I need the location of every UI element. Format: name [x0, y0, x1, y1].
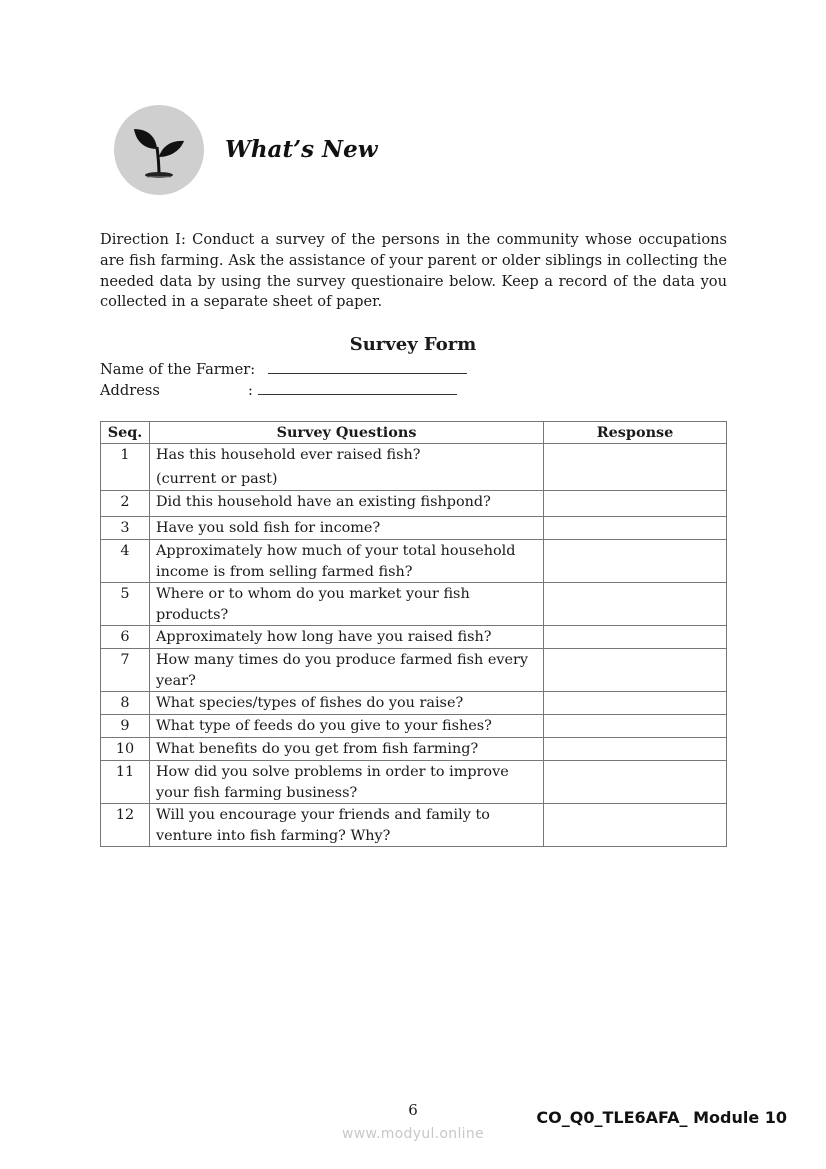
response-cell[interactable] [544, 517, 727, 540]
seq-cell: 5 [101, 583, 150, 626]
survey-form-title: Survey Form [349, 334, 477, 355]
farmer-name-label: Name of the Farmer: [100, 361, 256, 378]
question-cell: How did you solve problems in order to improve your fish farming business? [150, 761, 544, 804]
question-note: (current or past) [156, 470, 278, 487]
response-cell[interactable] [544, 626, 727, 649]
seq-cell: 6 [101, 626, 150, 649]
response-cell[interactable] [544, 540, 727, 583]
header-questions: Survey Questions [150, 422, 544, 444]
table-row [101, 444, 727, 491]
survey-table [100, 421, 727, 847]
address-colon: : [248, 382, 253, 399]
seq-cell: 12 [101, 804, 150, 847]
table-row [101, 738, 727, 761]
question-cell: Did this household have an existing fishpond? [150, 491, 544, 517]
seq-cell: 10 [101, 738, 150, 761]
question-cell: Will you encourage your friends and family to venture into fish farming? Why? [150, 804, 544, 847]
table-row [101, 583, 727, 626]
seq-cell: 11 [101, 761, 150, 804]
seq-cell: 3 [101, 517, 150, 540]
section-title: What’s New [225, 136, 378, 163]
seq-cell: 4 [101, 540, 150, 583]
seq-cell: 8 [101, 692, 150, 715]
response-cell[interactable] [544, 761, 727, 804]
question-cell: How many times do you produce farmed fish every year? [150, 649, 544, 692]
response-cell[interactable] [544, 649, 727, 692]
table-row [101, 804, 727, 847]
seq-cell: 9 [101, 715, 150, 738]
seq-cell: 1 [101, 444, 150, 491]
table-row [101, 715, 727, 738]
response-cell[interactable] [544, 692, 727, 715]
response-cell[interactable] [544, 804, 727, 847]
table-row [101, 649, 727, 692]
response-cell[interactable] [544, 491, 727, 517]
page-number: 6 [408, 1101, 418, 1119]
question-cell [150, 444, 544, 491]
response-cell[interactable] [544, 738, 727, 761]
response-cell[interactable] [544, 583, 727, 626]
seedling-icon [114, 105, 204, 195]
farmer-name-blank[interactable] [268, 359, 467, 374]
question-cell: Approximately how long have you raised fish? [150, 626, 544, 649]
question-text: Has this household ever raised fish? [156, 447, 421, 463]
response-cell[interactable] [544, 715, 727, 738]
table-row [101, 491, 727, 517]
table-header-row [101, 422, 727, 444]
address-label: Address [100, 382, 160, 399]
table-row [101, 517, 727, 540]
table-row [101, 540, 727, 583]
question-cell: Have you sold fish for income? [150, 517, 544, 540]
table-row [101, 692, 727, 715]
seq-cell: 7 [101, 649, 150, 692]
question-cell: What type of feeds do you give to your fishes? [150, 715, 544, 738]
watermark: www.modyul.online [342, 1126, 484, 1142]
address-blank[interactable] [258, 380, 457, 395]
farmer-name-field [100, 359, 467, 378]
question-cell: What species/types of fishes do you raise? [150, 692, 544, 715]
seq-cell: 2 [101, 491, 150, 517]
direction-text: Direction I: Conduct a survey of the persons in the community whose occupations are fish farming. Ask the assistance of your parent or older siblings in collecting the needed data by using the survey questionaire below. Keep a record of the data you collected in a separate sheet of paper. [100, 231, 727, 311]
module-code: CO_Q0_TLE6AFA_ Module 10 [536, 1108, 787, 1127]
header-seq: Seq. [101, 422, 150, 444]
header-response: Response [544, 422, 727, 444]
address-field [100, 380, 457, 399]
question-cell: Approximately how much of your total household income is from selling farmed fish? [150, 540, 544, 583]
question-cell: What benefits do you get from fish farming? [150, 738, 544, 761]
table-row [101, 761, 727, 804]
response-cell[interactable] [544, 444, 727, 491]
question-cell: Where or to whom do you market your fish products? [150, 583, 544, 626]
table-row [101, 626, 727, 649]
